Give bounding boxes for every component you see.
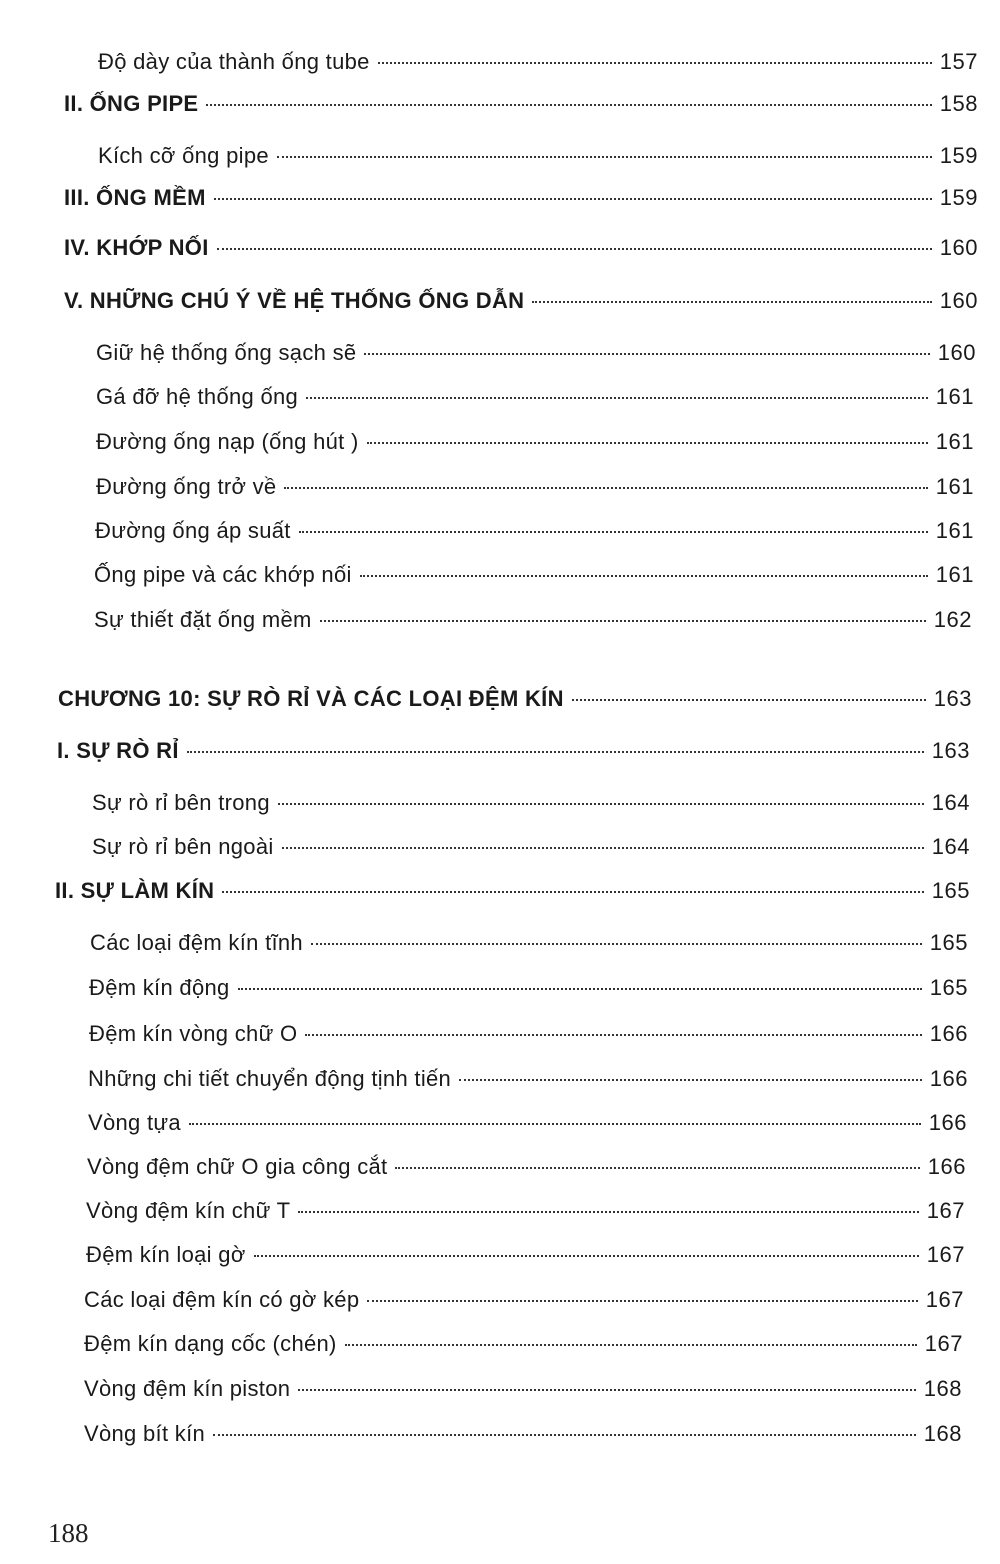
toc-entry-title: IV. KHỚP NỐI <box>64 235 209 260</box>
toc-entry-page: 159 <box>939 185 978 210</box>
toc-entry-title: Đường ống áp suất <box>95 518 291 543</box>
dot-leader <box>217 248 932 250</box>
toc-entry-page: 161 <box>935 384 974 409</box>
dot-leader <box>364 353 929 355</box>
toc-entry-page: 168 <box>923 1421 962 1446</box>
dot-leader <box>299 531 928 533</box>
dot-leader <box>459 1079 922 1081</box>
toc-entry-title: Các loại đệm kín tĩnh <box>90 930 303 955</box>
toc-entry-page: 162 <box>933 607 972 632</box>
toc-entry <box>90 930 968 960</box>
dot-leader <box>532 301 931 303</box>
toc-entry-title: Đệm kín động <box>89 975 230 1000</box>
dot-leader <box>305 1034 921 1036</box>
dot-leader <box>306 397 928 399</box>
toc-entry-title: Gá đỡ hệ thống ống <box>96 384 299 409</box>
toc-entry-title: V. NHỮNG CHÚ Ý VỀ HỆ THỐNG ỐNG DẪN <box>64 288 525 313</box>
dot-leader <box>238 988 922 990</box>
toc-entry-title: Đệm kín dạng cốc (chén) <box>84 1331 337 1356</box>
dot-leader <box>206 104 931 106</box>
toc-entry-title: Ống pipe và các khớp nối <box>94 562 352 587</box>
toc-entry-title: Vòng bít kín <box>84 1421 206 1446</box>
dot-leader <box>213 1434 916 1436</box>
dot-leader <box>277 156 932 158</box>
toc-entry-page: 160 <box>939 235 978 260</box>
toc-entry-title: Đường ống trở về <box>96 474 277 499</box>
dot-leader <box>367 1300 917 1302</box>
toc-entry-page: 163 <box>933 686 972 711</box>
toc-section-entry <box>64 288 978 318</box>
dot-leader <box>298 1211 918 1213</box>
toc-entry-title: Giữ hệ thống ống sạch sẽ <box>96 340 357 365</box>
toc-entry-page: 161 <box>935 474 974 499</box>
toc-entry <box>84 1287 964 1317</box>
toc-entry-page: 167 <box>925 1287 964 1312</box>
dot-leader <box>282 847 924 849</box>
toc-entry <box>96 474 974 504</box>
page-number: 188 <box>48 1518 89 1548</box>
toc-entry-page: 167 <box>926 1242 965 1267</box>
dot-leader <box>311 943 922 945</box>
toc-entry-title: Những chi tiết chuyển động tịnh tiến <box>88 1066 452 1091</box>
toc-chapter-entry <box>58 686 972 716</box>
toc-entry <box>84 1376 962 1406</box>
toc-entry <box>96 340 976 370</box>
toc-entry-page: 161 <box>935 562 974 587</box>
toc-entry-title: Sự thiết đặt ống mềm <box>94 607 312 632</box>
toc-entry-page: 160 <box>939 288 978 313</box>
toc-entry-title: I. SỰ RÒ RỈ <box>57 738 179 763</box>
toc-entry-title: III. ỐNG MỀM <box>64 185 206 210</box>
toc-entry-page: 166 <box>928 1110 967 1135</box>
dot-leader <box>378 62 932 64</box>
dot-leader <box>395 1167 919 1169</box>
toc-entry-title: CHƯƠNG 10: SỰ RÒ RỈ VÀ CÁC LOẠI ĐỆM KÍN <box>58 686 564 711</box>
toc-entry-page: 166 <box>929 1021 968 1046</box>
toc-entry-title: II. SỰ LÀM KÍN <box>55 878 215 903</box>
toc-section-entry <box>64 185 978 215</box>
toc-entry <box>98 143 978 173</box>
toc-entry-title: Độ dày của thành ống tube <box>98 49 370 74</box>
toc-entry-page: 167 <box>924 1331 963 1356</box>
dot-leader <box>214 198 932 200</box>
toc-entry-page: 159 <box>939 143 978 168</box>
dot-leader <box>345 1344 917 1346</box>
dot-leader <box>284 487 927 489</box>
dot-leader <box>187 751 924 753</box>
dot-leader <box>189 1123 921 1125</box>
dot-leader <box>278 803 924 805</box>
toc-entry-title: Kích cỡ ống pipe <box>98 143 269 168</box>
toc-entry-page: 167 <box>926 1198 965 1223</box>
toc-entry <box>94 562 974 592</box>
toc-entry <box>86 1198 965 1228</box>
toc-entry-title: Đệm kín loại gờ <box>86 1242 246 1267</box>
toc-entry-page: 164 <box>931 834 970 859</box>
toc-entry-title: Vòng đệm chữ O gia công cắt <box>87 1154 388 1179</box>
toc-section-entry <box>64 91 978 121</box>
toc-entry <box>92 790 970 820</box>
toc-section-entry <box>55 878 970 908</box>
toc-entry-title: Sự rò rỉ bên ngoài <box>92 834 274 859</box>
toc-entry <box>84 1421 962 1451</box>
dot-leader <box>367 442 928 444</box>
toc-entry <box>86 1242 965 1272</box>
toc-entry-title: Vòng đệm kín chữ T <box>86 1198 291 1223</box>
toc-section-entry <box>57 738 970 768</box>
toc-entry <box>96 429 974 459</box>
toc-entry-page: 164 <box>931 790 970 815</box>
toc-entry-page: 165 <box>929 975 968 1000</box>
dot-leader <box>254 1255 919 1257</box>
toc-entry <box>87 1154 966 1184</box>
toc-entry <box>88 1066 968 1096</box>
toc-entry <box>94 607 972 637</box>
toc-entry-page: 160 <box>937 340 976 365</box>
toc-entry <box>96 384 974 414</box>
toc-entry-title: Đường ống nạp (ống hút ) <box>96 429 359 454</box>
toc-entry-page: 158 <box>939 91 978 116</box>
toc-entry-page: 161 <box>935 518 974 543</box>
toc-entry-title: Vòng tựa <box>88 1110 181 1135</box>
toc-entry <box>89 975 968 1005</box>
toc-entry-page: 166 <box>929 1066 968 1091</box>
toc-entry-page: 168 <box>923 1376 962 1401</box>
toc-entry-page: 166 <box>927 1154 966 1179</box>
toc-entry-title: Các loại đệm kín có gờ kép <box>84 1287 360 1312</box>
toc-entry-title: Sự rò rỉ bên trong <box>92 790 270 815</box>
toc-entry <box>95 518 974 548</box>
dot-leader <box>572 699 926 701</box>
toc-entry <box>92 834 970 864</box>
toc-entry <box>98 49 978 79</box>
toc-entry-page: 165 <box>931 878 970 903</box>
toc-entry-page: 157 <box>939 49 978 74</box>
dot-leader <box>222 891 923 893</box>
dot-leader <box>360 575 928 577</box>
toc-entry-title: Đệm kín vòng chữ O <box>89 1021 298 1046</box>
toc-entry-page: 163 <box>931 738 970 763</box>
toc-entry-page: 161 <box>935 429 974 454</box>
toc-entry-page: 165 <box>929 930 968 955</box>
dot-leader <box>320 620 926 622</box>
toc-entry <box>88 1110 967 1140</box>
toc-entry-title: Vòng đệm kín piston <box>84 1376 291 1401</box>
dot-leader <box>298 1389 916 1391</box>
toc-entry <box>89 1021 968 1051</box>
toc-entry-title: II. ỐNG PIPE <box>64 91 199 116</box>
toc-entry <box>84 1331 963 1361</box>
toc-section-entry <box>64 235 978 265</box>
